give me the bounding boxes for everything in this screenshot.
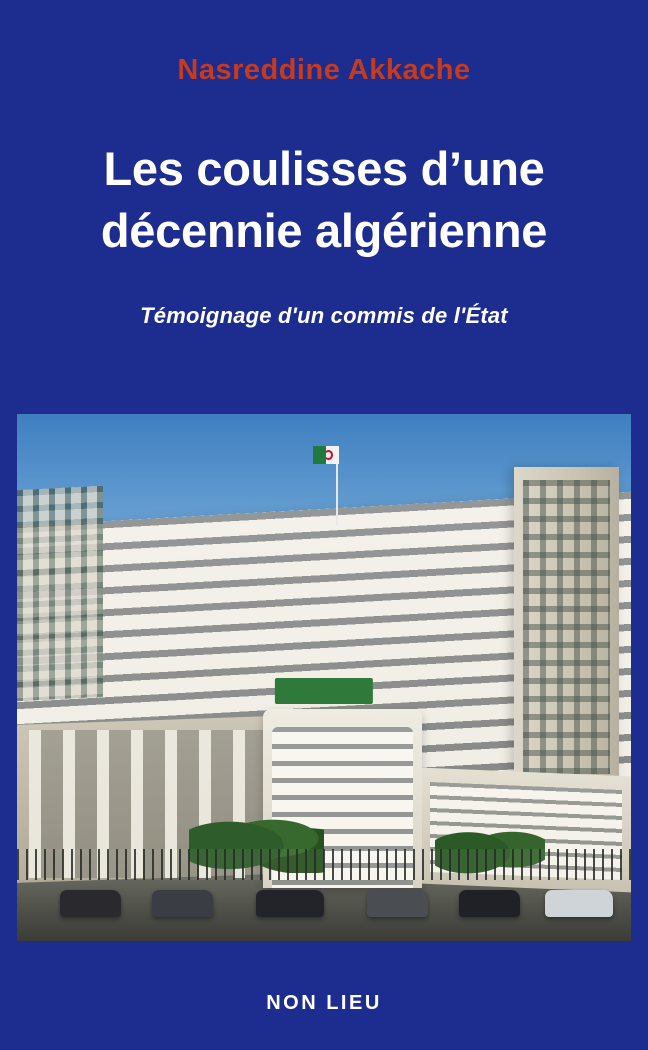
side-tower xyxy=(514,467,618,794)
parked-car xyxy=(60,890,121,917)
title-line-1: Les coulisses d’une xyxy=(103,142,545,195)
author-name: Nasreddine Akkache xyxy=(177,54,471,86)
book-title xyxy=(0,138,648,262)
algerian-flag-icon xyxy=(313,446,339,464)
parked-car xyxy=(459,890,520,917)
title-line-2: décennie algérienne xyxy=(100,204,548,258)
perimeter-fence xyxy=(17,849,631,881)
green-signboard xyxy=(275,678,373,704)
tower-window-grid xyxy=(523,480,611,774)
parked-car xyxy=(545,890,613,917)
left-facade-grid xyxy=(17,486,103,701)
crescent-icon xyxy=(324,450,333,460)
parked-car xyxy=(152,890,213,917)
book-subtitle: Témoignage d'un commis de l'État xyxy=(140,303,508,328)
publisher-name: NON LIEU xyxy=(266,992,382,1014)
cover-photograph xyxy=(17,414,631,941)
parked-car xyxy=(367,890,428,917)
parked-car xyxy=(256,890,324,917)
